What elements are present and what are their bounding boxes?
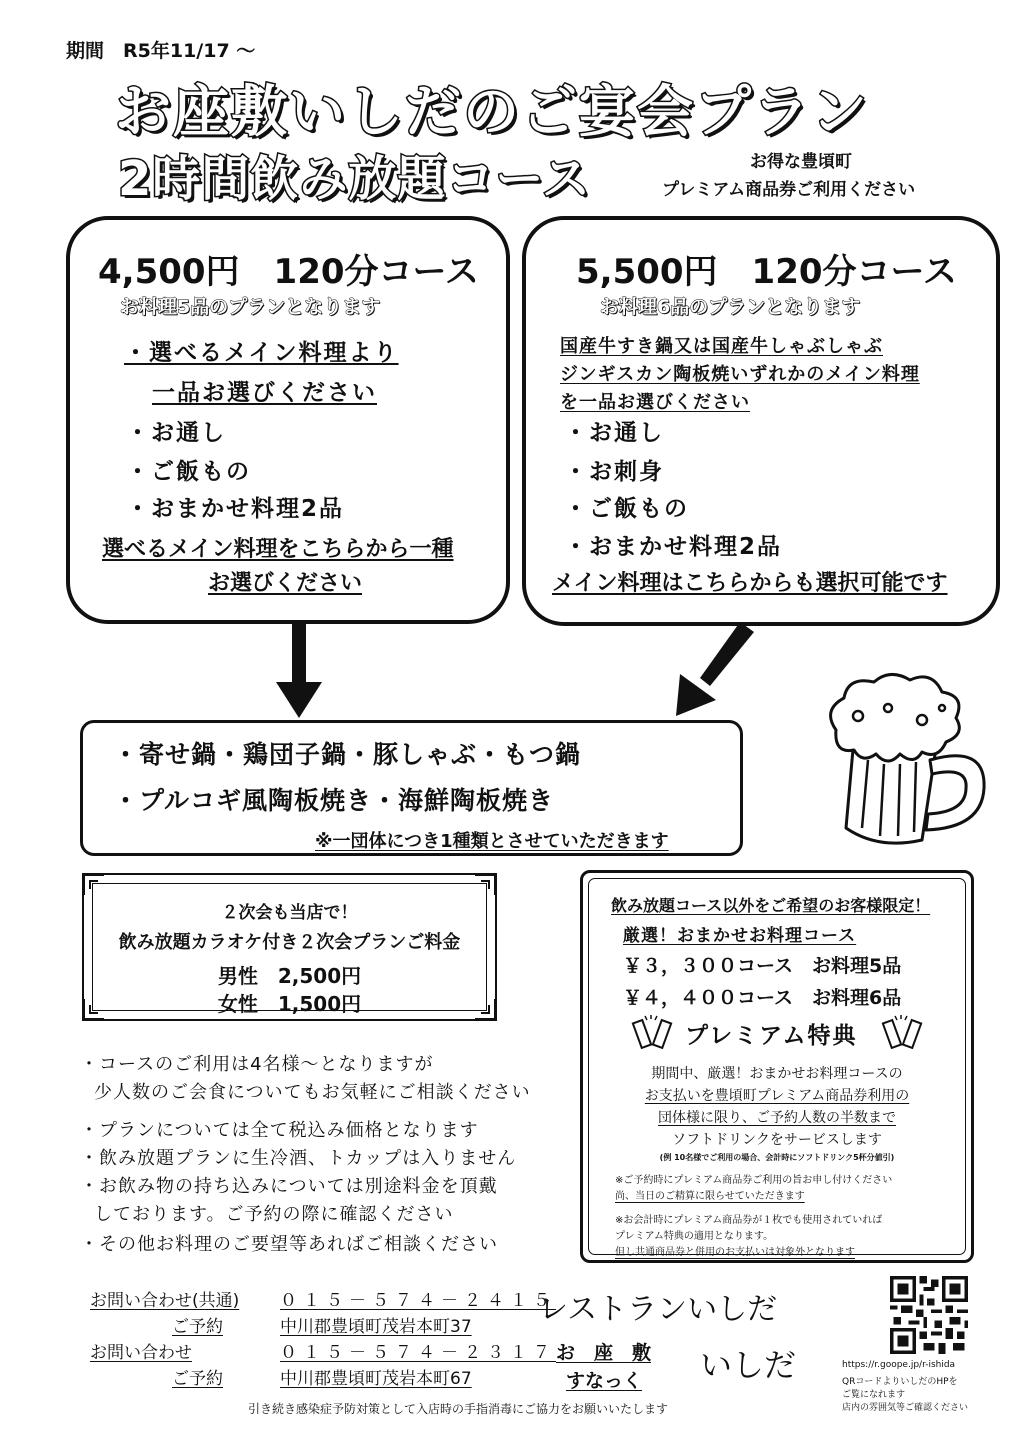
qr-caption: QRコードよりいしだのHPを [842,1377,958,1387]
course-b-highlight: 国産牛すき鍋又は国産牛しゃぶしゃぶ [560,336,883,357]
page-subtitle: 2時間飲み放題コース [118,151,591,207]
note-line: しております。ご予約の際に確認ください [94,1204,454,1225]
course-b-item: ・ご飯もの [564,496,689,522]
course-a-highlight-2: 一品お選びください [152,380,377,406]
main-dish-note: ※一団体につき1種類とさせていただきます [315,831,669,852]
note-line: ・その他お料理のご要望等あればご相談ください [80,1234,498,1255]
course-a-highlight-1: ・選べるメイン料理より [124,340,399,366]
contact-address: 中川郡豊頃町茂岩本町67 [280,1369,472,1389]
note-text: ・コースのご利用は4名様～となりますが [80,1054,434,1075]
contact-address: 中川郡豊頃町茂岩本町37 [280,1317,472,1337]
course-a-footer-1: 選べるメイン料理をこちらから一種 [102,537,454,562]
contact-label: お問い合わせ [90,1343,192,1363]
qr-caption: 店内の雰囲気等ご確認ください [842,1403,969,1413]
bottle-cheers-icon [629,1013,679,1049]
course-b-title: 5,500円 120分コース [576,252,957,292]
note-line [80,1050,434,1076]
note-line: ・プランについては全て税込み価格となります [80,1120,479,1141]
premium-desc-line: 期間中、厳選！おまかせお料理コースの [651,1066,903,1082]
restaurant-name: レストランいしだ [538,1292,778,1327]
restaurant-name-2b: すなっく [566,1370,643,1392]
note-line: ・飲み放題プランに生冷酒、トカップは入りません [80,1148,517,1169]
promo-line-1: お得な豊頃町 [750,152,852,172]
bottle-cheers-icon [879,1013,929,1049]
restaurant-name-2a: お 座 敷 [556,1342,652,1364]
arrow-down-icon [270,622,330,722]
arrow-down-left-icon [670,620,760,720]
ornament-icon [473,873,497,897]
premium-note: プレミアム特典の適用となります。 [615,1231,774,1242]
contact-label: ご予約 [172,1369,223,1389]
premium-example: (例 10名様でご利用の場合、会計時にソフトドリンク5杯分値引) [659,1153,895,1162]
omakase-box [580,870,974,1263]
omakase-price-1: ￥３，３００コース お料理5品 [623,955,902,977]
course-b-box [522,216,1000,626]
karaoke-female-price: 女性 1,500円 [217,992,362,1016]
page-title: お座敷いしだのご宴会プラン [115,80,869,145]
course-b-item: ・お刺身 [564,459,664,485]
main-dish-line-2: ・プルコギ風陶板焼き・海鮮陶板焼き [113,786,555,815]
ornament-icon [82,997,106,1021]
beer-mug-icon [818,668,1002,858]
premium-note: ※ご予約時にプレミアム商品券ご利用の旨お申し付けください [615,1175,893,1186]
course-a-box [66,216,510,624]
contact-label: お問い合わせ(共通) [90,1291,240,1311]
omakase-course-title: 厳選！おまかせお料理コース [623,926,857,946]
premium-note: ※お会計時にプレミアム商品券が１枚でも使用されていれば [615,1215,883,1226]
main-dish-box [80,720,743,856]
course-a-subtitle: お料理5品のプランとなります [120,296,381,318]
course-b-item: ・お通し [564,420,664,446]
premium-desc-line: お支払いを豊頃町プレミアム商品券利用の [644,1088,910,1104]
contact-phone[interactable]: ０１５－５７４－２３１７ [280,1343,556,1363]
ornament-icon [82,873,106,897]
qr-caption: ご覧になれます [842,1390,906,1400]
qr-code-icon[interactable] [890,1276,968,1354]
course-a-item: ・おまかせ料理2品 [126,496,345,522]
karaoke-box [82,873,497,1021]
course-b-footer: メイン料理はこちらからも選択可能です [552,571,948,596]
note-line: ・お飲み物の持ち込みについては別途料金を頂戴 [80,1176,498,1197]
premium-note: 但し共通商品券と併用のお支払いは対象外となります [615,1247,855,1258]
course-a-item: ・お通し [126,420,226,446]
course-b-highlight: を一品お選びください [560,392,750,413]
course-b-highlight: ジンギスカン陶板焼いずれかのメイン料理 [560,364,920,385]
karaoke-male-price: 男性 2,500円 [217,964,362,988]
omakase-header: 飲み放題コース以外をご希望のお客様限定！ [611,896,931,915]
course-b-item: ・おまかせ料理2品 [564,534,783,560]
main-dish-line-1: ・寄せ鍋・鶏団子鍋・豚しゃぶ・もつ鍋 [113,740,582,769]
course-a-footer-2: お選びください [208,571,363,596]
premium-note: 尚、当日のご精算に限らせていただきます [615,1191,805,1202]
ornament-icon [473,997,497,1021]
period-text: 期間 R5年11/17 ～ [66,40,256,62]
course-a-item: ・ご飯もの [126,459,251,485]
course-a-title: 4,500円 120分コース [98,252,479,292]
premium-title: プレミアム特典 [685,1023,858,1049]
contact-label: ご予約 [172,1317,223,1337]
course-b-subtitle: お料理6品のプランとなります [600,296,861,318]
note-line: 少人数のご会食についてもお気軽にご相談ください [94,1082,531,1103]
promo-line-2: プレミアム商品券ご利用ください [662,180,916,200]
qr-url[interactable]: https://r.goope.jp/r-ishida [842,1360,956,1370]
footer-text: 引き続き感染症予防対策として入店時の手指消毒にご協力をお願いいたします [248,1402,669,1416]
karaoke-line-1: ２次会も当店で！ [221,903,358,923]
contact-phone[interactable]: ０１５－５７４－２４１５ [280,1291,556,1311]
omakase-price-2: ￥４，４００コース お料理6品 [623,987,902,1009]
premium-desc-line: 団体様に限り、ご予約人数の半数まで [658,1110,896,1126]
restaurant-name-2c: いしだ [700,1346,797,1384]
premium-desc-line: ソフトドリンクをサービスします [672,1132,882,1148]
karaoke-line-2: 飲み放題カラオケ付き２次会プランご料金 [118,932,461,953]
